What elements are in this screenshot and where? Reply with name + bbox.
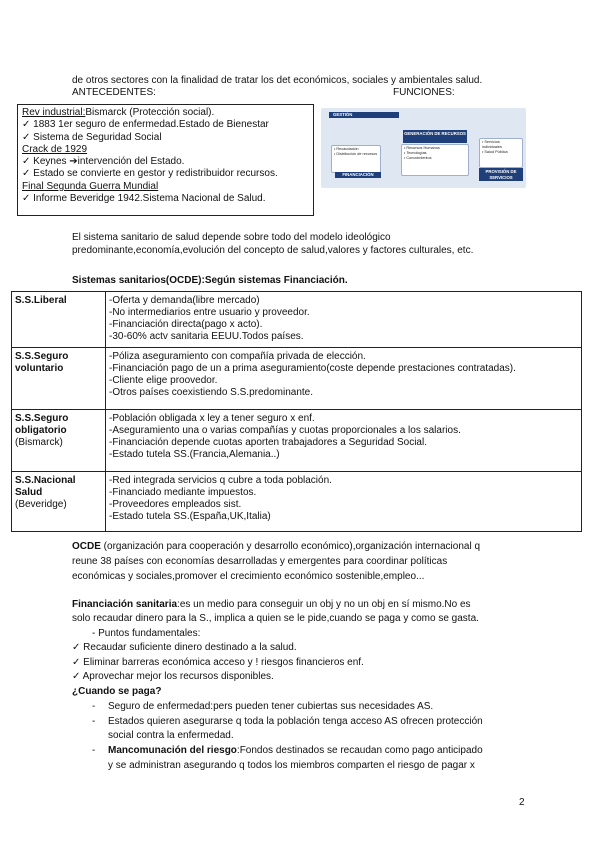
paragraph-line: predominante,economía,evolución del concepto de salud,valores y factores culturales, etc. (72, 245, 474, 256)
dash-item: Seguro de enfermedad:pers pueden tener cubiertas sus necesidades AS. (108, 701, 434, 712)
antecedentes-label: ANTECEDENTES: (72, 87, 156, 98)
check-item: ✓ Eliminar barreras económica acceso y ! riesgos financieros enf. (72, 657, 364, 668)
dash-icon: - (92, 701, 96, 712)
ante-heading-1: Rev industrial:Bismarck (Protección social). (22, 107, 215, 118)
table-row (12, 348, 582, 410)
diagram-provision: PROVISIÓN DE SERVICIOS (479, 168, 523, 181)
ante-item: ✓ 1883 1er seguro de enfermedad.Estado de Bienestar (22, 119, 269, 131)
diagram-gestion: GESTIÓN (329, 112, 399, 118)
financiacion-line: solo recaudar dinero para la S., implica a quien se le pide,cuando se paga y como se gasta. (72, 613, 479, 624)
paragraph-line: El sistema sanitario de salud depende sobre todo del modelo ideológico (72, 232, 391, 243)
page-number: 2 (519, 797, 525, 808)
intro-line: de otros sectores con la finalidad de tratar los det económicos, sociales y ambientales salud. (72, 75, 483, 86)
ocde-line: OCDE (organización para cooperación y desarrollo económico),organización internacional q (72, 541, 481, 552)
check-item: ✓ Recaudar suficiente dinero destinado a la salud. (72, 642, 297, 653)
funciones-label: FUNCIONES: (393, 87, 455, 98)
antecedentes-box (17, 104, 314, 216)
dash-item-cont: y se administran asegurando q todos los miembros comparten el riesgo de pagar x (108, 760, 475, 771)
diagram-right-card: • Servicios individuales • Salud Pública (479, 138, 523, 168)
ante-heading-3: Final Segunda Guerra Mundial (22, 180, 159, 192)
puntos-heading: - Puntos fundamentales: (92, 628, 201, 639)
ante-item: ✓ Keynes ➔intervención del Estado. (22, 156, 185, 168)
table-cell-desc: -Población obligada x ley a tener seguro x enf. -Aseguramiento una o varias compañías y cuotas proporcionales a los salarios. -Financiación depende cuotas aporten trabajadores a Seguridad Social. -Estado tutela SS.(Francia,Alemania..) (106, 410, 582, 472)
ocde-line: reune 38 países con economías desarrolladas y emergentes para coordinar políticas (72, 556, 448, 567)
diagram-generacion: GENERACIÓN DE RECURSOS (403, 130, 467, 143)
ante-item: ✓ Sistema de Seguridad Social (22, 131, 162, 143)
ante-item: ✓ Informe Beveridge 1942.Sistema Nacional de Salud. (22, 193, 266, 205)
dash-item-cont: social contra la enfermedad. (108, 730, 234, 741)
ocde-line: económicas y sociales,promover el crecimiento económico sostenible,empleo... (72, 571, 425, 582)
table-row (12, 472, 582, 532)
diagram-financiacion: FINANCIACIÓN (335, 172, 381, 178)
sistemas-heading: Sistemas sanitarios(OCDE):Según sistemas Financiación. (72, 275, 348, 286)
table-cell-name: S.S.Seguro voluntario (12, 348, 106, 410)
funciones-diagram (321, 108, 526, 188)
financiacion-line: Financiación sanitaria:es un medio para conseguir un obj y no un obj en sí mismo.No es (72, 599, 471, 610)
sistemas-table (11, 291, 582, 532)
dash-icon: - (92, 716, 96, 727)
table-cell-name: S.S.Seguro obligatorio (Bismarck) (12, 410, 106, 472)
cuando-heading: ¿Cuando se paga? (72, 686, 162, 697)
dash-item: Estados quieren asegurarse q toda la población tenga acceso AS ofrecen protección (108, 716, 483, 727)
ante-heading-2: Crack de 1929 (22, 143, 88, 155)
table-cell-desc: -Oferta y demanda(libre mercado) -No intermediarios entre usuario y proveedor. -Financiación directa(pago x acto). -30-60% actv sanitaria EEUU.Todos países. (106, 292, 582, 348)
dash-icon: - (92, 745, 96, 756)
table-row (12, 410, 582, 472)
table-cell-name: S.S.Nacional Salud (Beveridge) (12, 472, 106, 532)
check-item: ✓ Aprovechar mejor los recursos disponibles. (72, 671, 274, 682)
table-cell-desc: -Póliza aseguramiento con compañía privada de elección. -Financiación pago de un a prima aseguramiento(coste depende prestaciones contratadas). -Cliente elige proovedor. -Otros países coexistiendo S.S.predominante. (106, 348, 582, 410)
table-row (12, 292, 582, 348)
dash-item: Mancomunación del riesgo:Fondos destinados se recaudan como pago anticipado (108, 745, 483, 756)
table-cell-desc: -Red integrada servicios q cubre a toda población. -Financiado mediante impuestos. -Proveedores empleados sist. -Estado tutela SS.(España,UK,Italia) (106, 472, 582, 532)
table-cell-name: S.S.Liberal (12, 292, 106, 348)
ante-item: ✓ Estado se convierte en gestor y redistribuidor recursos. (22, 168, 278, 180)
diagram-left-card: • Recaudación • Distribución de recursos (331, 145, 381, 173)
diagram-mid-card: • Recursos Humanos • Tecnologías • Conocimientos (401, 144, 469, 176)
